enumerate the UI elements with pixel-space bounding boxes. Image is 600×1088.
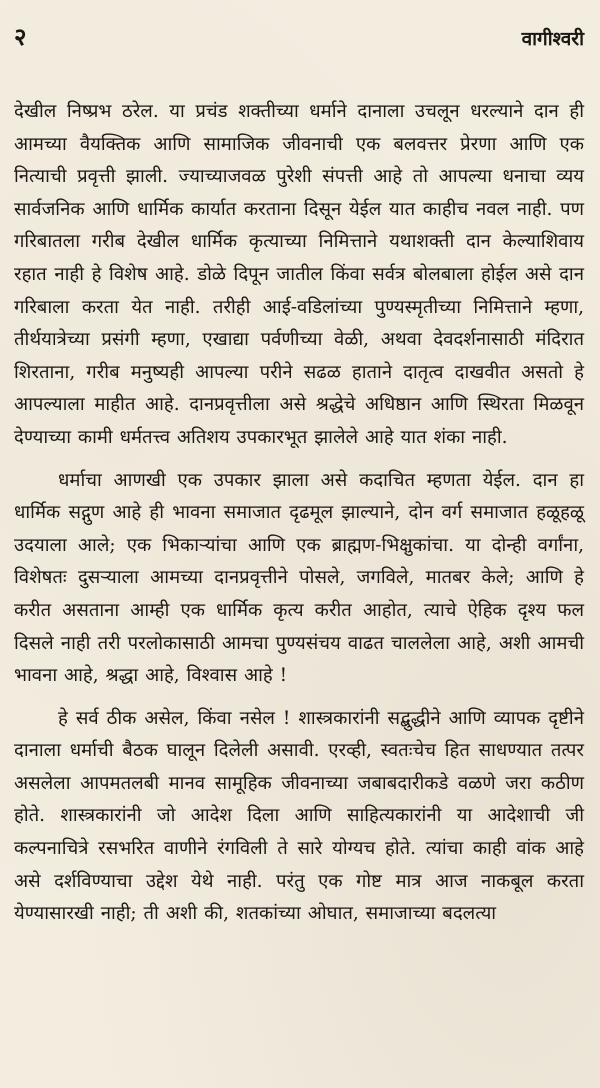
paragraph-3: हे सर्व ठीक असेल, किंवा नसेल ! शास्त्रकारांनी सद्बुद्धीने आणि व्यापक दृष्टीने दानाला धर्माची बैठक घालून दिलेली असावी. एरव्ही, स्वतःचेच हित साधण्यात तत्पर असलेला आपमतलबी मानव सामूहिक जीवनाच्या जबाबदारीकडे वळणे जरा कठीण होते. शास्त्रकारांनी जो आदेश दिला आणि साहित्यकारांनी या आदेशाची जी कल्पनाचित्रे रसभरित वाणीने रंगविली ते सारे योग्यच होते. त्यांचा काही वांक आहे असे दर्शविण्याचा उद्देश येथे नाही. परंतु एक गोष्ट मात्र आज नाकबूल करता येण्यासारखी नाही; ती अशी की, शतकांच्या ओघात, समाजाच्या बदलत्या — [14, 707, 584, 925]
page-number: २ — [14, 22, 28, 51]
body-text — [14, 96, 584, 931]
paragraph-1: देखील निष्प्रभ ठरेल. या प्रचंड शक्तीच्या धर्माने दानाला उचलून धरल्याने दान ही आमच्या वैयक्तिक आणि सामाजिक जीवनाची एक बलवत्तर प्रेरणा आणि एक नित्याची प्रवृत्ती झाली. ज्याच्याजवळ पुरेशी संपत्ती आहे तो आपल्या धनाचा व्यय सार्वजनिक आणि धार्मिक कार्यात करताना दिसून येईल यात काहीच नवल नाही. पण गरिबातला गरीब देखील धार्मिक कृत्याच्या निमित्ताने यथाशक्ती दान केल्याशिवाय रहात नाही हे विशेष आहे. डोळे दिपून जातील किंवा सर्वत्र बोलबाला होईल असे दान गरिबाला करता येत नाही. तरीही आई-वडिलांच्या पुण्यस्मृतीच्या निमित्ताने म्हणा, तीर्थयात्रेच्या प्रसंगी म्हणा, एखाद्या पर्वणीच्या वेळी, अथवा देवदर्शनासाठी मंदिरात शिरताना, गरीब मनुष्यही आपल्या परीने सढळ हाताने दातृत्व दाखवीत असतो हे आपल्याला माहीत आहे. दानप्रवृत्तीला असे श्रद्धेचे अधिष्ठान आणि स्थिरता मिळवून देण्याच्या कामी धर्मतत्त्व अतिशय उपकारभूत झालेले आहे यात शंका नाही. — [14, 101, 584, 448]
running-head: वागीश्वरी — [521, 28, 584, 50]
page-header — [14, 20, 584, 60]
paragraph-2: धर्माचा आणखी एक उपकार झाला असे कदाचित म्हणता येईल. दान हा धार्मिक सद्गुण आहे ही भावना समाजात दृढमूल झाल्याने, दोन वर्ग समाजात हळूहळू उदयाला आले; एक भिकाऱ्यांचा आणि एक ब्राह्मण-भिक्षुकांचा. या दोन्ही वर्गांना, विशेषतः दुसऱ्याला आमच्या दानप्रवृत्तीने पोसले, जगविले, मातबर केले; आणि हे करीत असताना आम्ही एक धार्मिक कृत्य करीत आहोत, त्याचे ऐहिक दृश्य फल दिसले नाही तरी परलोकासाठी आमचा पुण्यसंचय वाढत चाललेला आहे, अशी आमची भावना आहे, श्रद्धा आहे, विश्वास आहे ! — [14, 469, 584, 687]
